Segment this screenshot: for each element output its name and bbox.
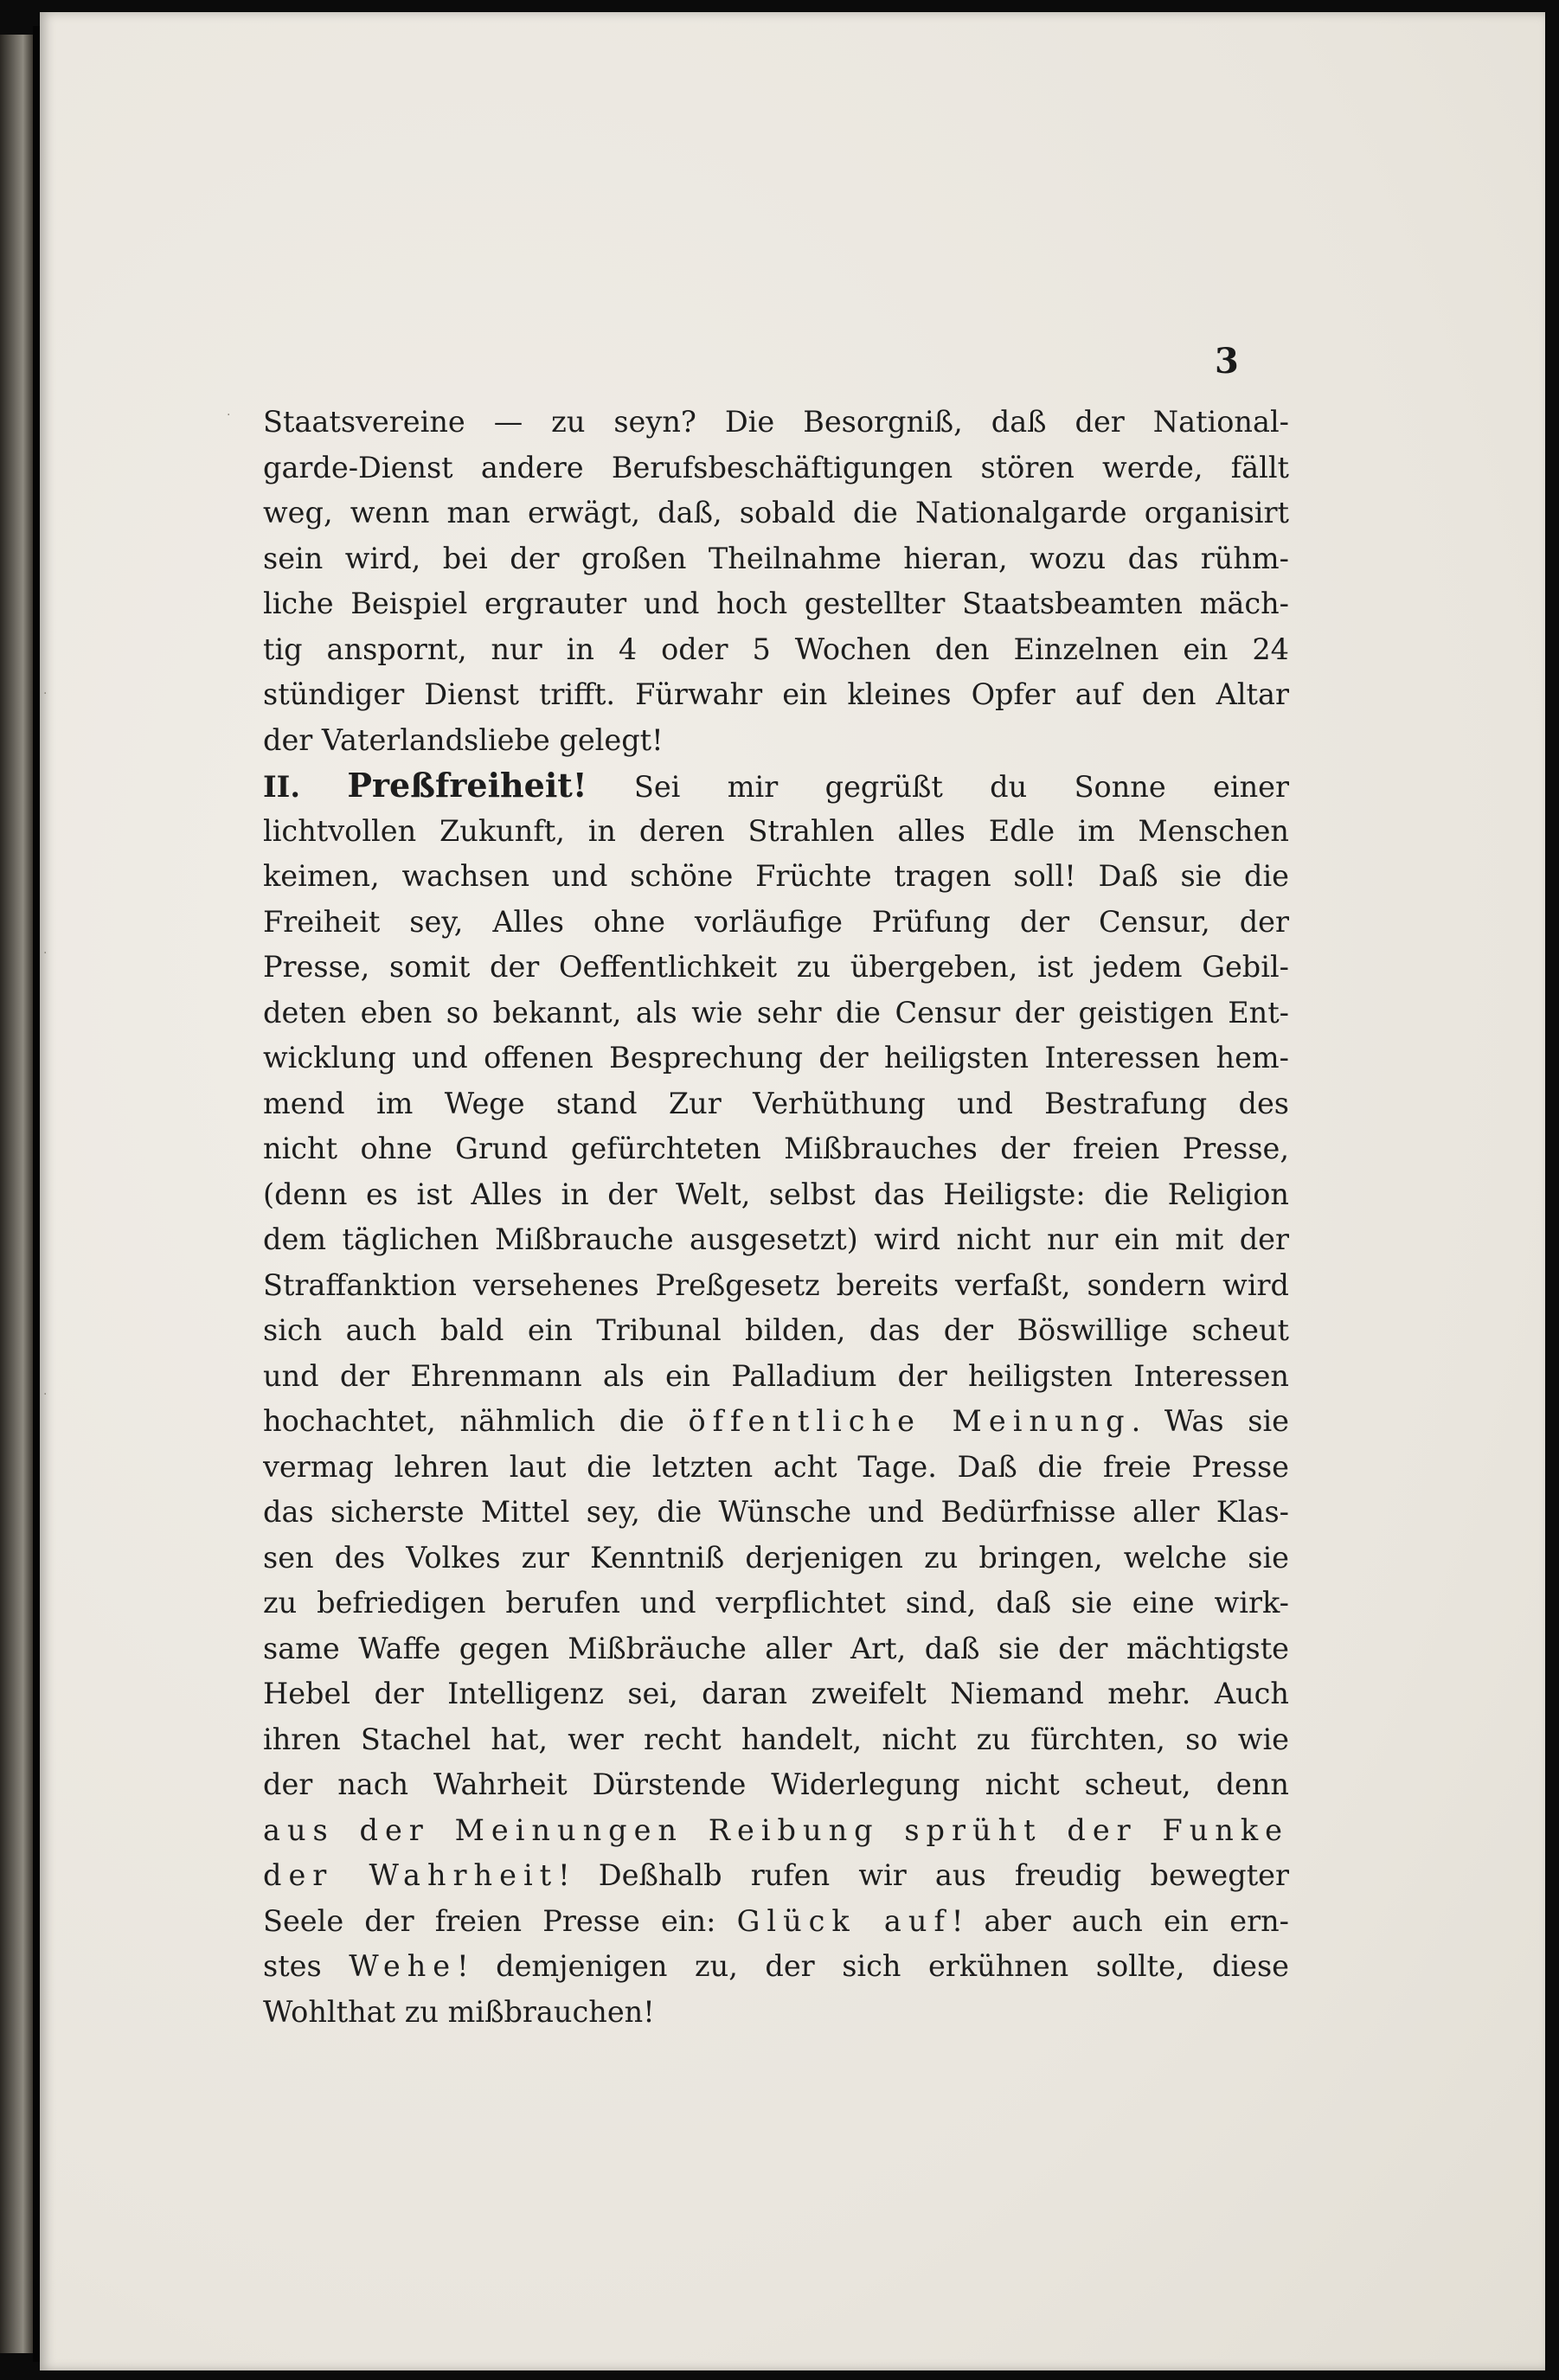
- text-line: garde-Dienst andere Berufsbeschäftigungen stören werde, fällt: [263, 450, 1289, 484]
- page: [40, 12, 1545, 2370]
- text-line: ihren Stachel hat, wer recht handelt, nicht zu fürchten, so wie: [263, 1722, 1289, 1756]
- text-line: und der Ehrenmann als ein Palladium der heiligsten Interessen: [263, 1358, 1289, 1393]
- margin-mark: ·: [227, 408, 231, 422]
- text-line: zu befriedigen berufen und verpflichtet sind, daß sie eine wirk-: [263, 1586, 1289, 1620]
- emphasized-text: Glück auf: [736, 1903, 952, 1938]
- section-heading-line: II. Preßfreiheit! Sei mir gegrüßt du Sonne einer: [263, 766, 1289, 805]
- text-line: same Waffe gegen Mißbräuche aller Art, daß sie der mächtigste: [263, 1631, 1289, 1665]
- margin-mark: ·: [43, 946, 48, 960]
- text-line: tig anspornt, nur in 4 oder 5 Wochen den Einzelnen ein 24: [263, 632, 1289, 666]
- text-line: stes Wehe! demjenigen zu, der sich erkühnen sollte, diese: [263, 1949, 1289, 1983]
- margin-mark: ·: [43, 1388, 48, 1402]
- text-line: stündiger Dienst trifft. Fürwahr ein kleines Opfer auf den Altar: [263, 677, 1289, 711]
- section-title: Preßfreiheit!: [347, 766, 587, 805]
- text-line: nicht ohne Grund gefürchteten Mißbrauches der freien Presse,: [263, 1132, 1289, 1165]
- text-line: Straffanktion versehenes Preßgesetz bereits verfaßt, sondern wird: [263, 1267, 1289, 1302]
- text-line: sein wird, bei der großen Theilnahme hieran, wozu das rühm-: [263, 541, 1289, 575]
- emphasized-text-line: aus der Meinungen Reibung sprüht der Funke: [263, 1812, 1289, 1847]
- text-line: dem täglichen Mißbrauche ausgesetzt) wird nicht nur ein mit der: [263, 1222, 1289, 1256]
- text-line: sen des Volkes zur Kenntniß derjenigen zu bringen, welche sie: [263, 1540, 1289, 1575]
- text-line: der nach Wahrheit Dürstende Widerlegung nicht scheut, denn: [263, 1767, 1289, 1801]
- text-line: lichtvollen Zukunft, in deren Strahlen alles Edle im Menschen: [263, 813, 1289, 848]
- text-line: Freiheit sey, Alles ohne vorläufige Prüfung der Censur, der: [263, 904, 1289, 939]
- text-line: keimen, wachsen und schöne Früchte tragen soll! Daß sie die: [263, 859, 1289, 893]
- text-line: wicklung und offenen Besprechung der heiligsten Interessen hem-: [263, 1041, 1289, 1075]
- text-line: Wohlthat zu mißbrauchen!: [263, 1994, 655, 2029]
- text-line: Staatsvereine — zu seyn? Die Besorgniß, daß der National-: [263, 405, 1289, 439]
- gutter-shadow: [33, 26, 40, 2362]
- previous-page-edge: [0, 35, 33, 2353]
- text-line: Presse, somit der Oeffentlichkeit zu übergeben, ist jedem Gebil-: [263, 950, 1289, 984]
- section-numeral: II.: [263, 770, 301, 804]
- text-line: mend im Wege stand Zur Verhüthung und Bestrafung des: [263, 1086, 1289, 1120]
- text-line: sich auch bald ein Tribunal bilden, das der Böswillige scheut: [263, 1313, 1289, 1347]
- text-line: Hebel der Intelligenz sei, daran zweifelt Niemand mehr. Auch: [263, 1677, 1289, 1710]
- text-line: vermag lehren laut die letzten acht Tage. Daß die freie Presse: [263, 1449, 1289, 1484]
- text-line: liche Beispiel ergrauter und hoch gestellter Staatsbeamten mäch-: [263, 587, 1289, 620]
- text-line: der Wahrheit! Deßhalb rufen wir aus freudig bewegter: [263, 1858, 1289, 1892]
- emphasized-text: öffentliche Meinung: [688, 1404, 1132, 1438]
- page-number: 3: [1215, 341, 1239, 382]
- text-line: deten eben so bekannt, als wie sehr die Censur der geistigen Ent-: [263, 995, 1289, 1030]
- text-line: (denn es ist Alles in der Welt, selbst das Heiligste: die Religion: [263, 1177, 1289, 1211]
- text-line: hochachtet, nähmlich die öffentliche Meinung. Was sie: [263, 1404, 1289, 1438]
- text-line: das sicherste Mittel sey, die Wünsche und Bedürfnisse aller Klas-: [263, 1495, 1289, 1529]
- text-line: Seele der freien Presse ein: Glück auf! aber auch ein ern-: [263, 1903, 1289, 1938]
- margin-mark: ·: [43, 687, 48, 701]
- text-line: der Vaterlandsliebe gelegt!: [263, 722, 664, 757]
- text-line: weg, wenn man erwägt, daß, sobald die Nationalgarde organisirt: [263, 496, 1289, 529]
- emphasized-text: Wehe: [349, 1949, 458, 1983]
- body-text: [263, 400, 1289, 2035]
- emphasized-text: der Wahrheit: [263, 1858, 559, 1892]
